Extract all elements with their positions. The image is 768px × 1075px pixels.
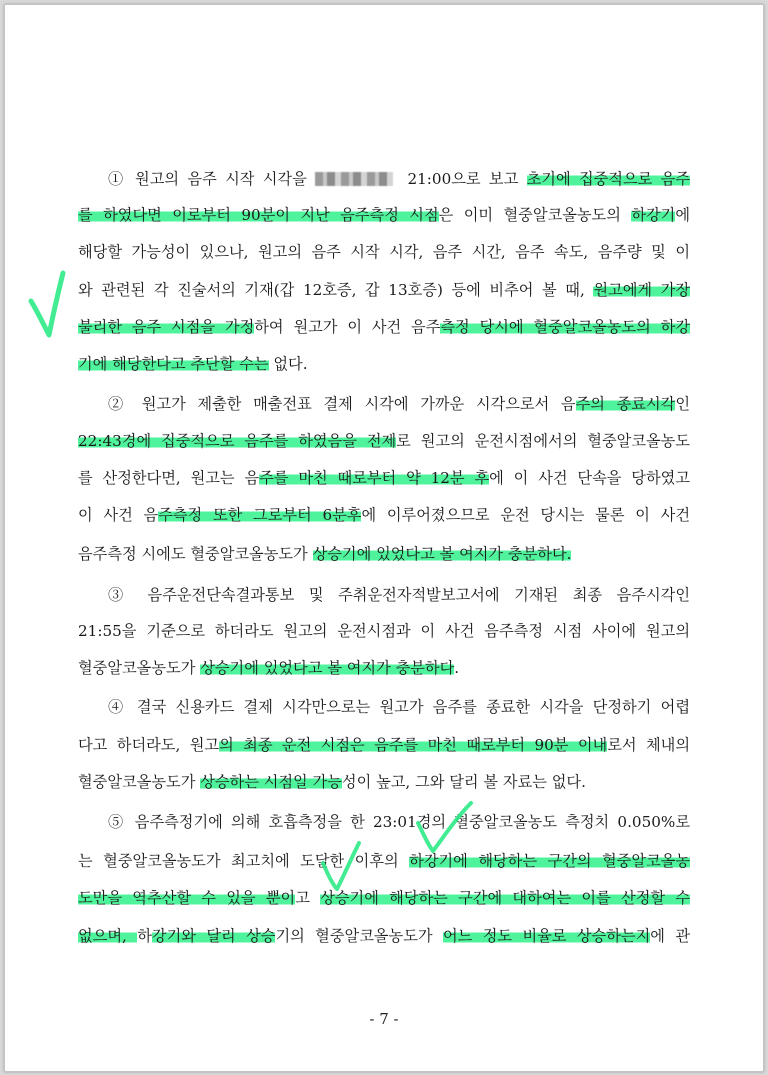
text-segment: 로 원고의 운전시점에서의 혈중알코올농도 <box>396 432 690 450</box>
text-segment: 혈중알코올농도가 <box>78 773 201 791</box>
text-line <box>78 924 690 948</box>
highlighted-text: 22:43경에 집중적으로 음주를 하였음을 전제 <box>78 432 397 450</box>
text-line <box>78 315 690 339</box>
highlighted-text: 강기와 달리 상승 <box>151 927 276 945</box>
text-line <box>78 240 690 264</box>
text-line <box>78 619 690 643</box>
text-segment: 에 이루어졌으므로 운전 당시는 물론 이 사건 <box>361 506 691 524</box>
text-segment: 에 이 사건 단속을 당하였고 <box>489 469 690 487</box>
text-segment: 와 관련된 각 진술서의 기재(갑 12호증, 갑 13호증) 등에 비추어 볼 때, <box>78 281 594 299</box>
text-line <box>108 167 690 191</box>
text-segment: 는 혈중알코올농도가 최고치에 도달한 이후의 <box>78 852 410 870</box>
text-segment: 를 산정한다면, 원고는 음 <box>78 469 260 487</box>
highlighted-text: 하강기에 해당하는 구간의 혈중알코올농 <box>409 852 690 870</box>
highlighted-text: 주의 종료시각 <box>575 395 676 413</box>
highlighted-text: 하강기 <box>631 206 676 224</box>
text-segment: 기의 혈중알코올농도가 <box>275 927 443 945</box>
highlighted-text: 상승기에 있었다고 볼 여지가 충분하다 <box>200 659 455 677</box>
highlighted-text: 상승하는 시점일 가능 <box>200 773 342 791</box>
text-segment: 다고 하더라도, 원고 <box>78 736 220 754</box>
text-segment: 에 <box>675 206 690 224</box>
text-segment: 혈중알코올농도가 <box>78 659 201 677</box>
text-line <box>78 770 690 794</box>
text-segment: 은 이미 혈중알코올농도의 <box>438 206 632 224</box>
highlighted-text: 측정 당시에 혈중알코올농도의 하강 <box>440 318 690 336</box>
text-segment: 성이 높고, 그와 달리 볼 자료는 없다. <box>341 773 586 791</box>
text-line <box>78 429 690 453</box>
highlighted-text: 원고에게 가장 <box>593 281 690 299</box>
text-line <box>108 810 690 834</box>
text-segment: 로서 체내의 <box>607 736 691 754</box>
highlighted-text: 초기에 집중적으로 음주 <box>526 170 691 188</box>
redacted-text <box>315 172 393 186</box>
highlighted-text: 어느 정도 비율로 상승하는지 <box>442 927 651 945</box>
text-segment: 하 <box>137 927 152 945</box>
check-mark-icon <box>31 273 63 335</box>
annotation-marks <box>5 5 763 1071</box>
text-line <box>108 583 690 607</box>
text-line <box>78 503 690 527</box>
text-segment: 21:55을 기준으로 하더라도 원고의 운전시점과 이 사건 음주측정 시점 사이에 원고의 <box>78 622 690 640</box>
text-segment: ① 원고의 음주 시작 시각을 <box>108 170 316 188</box>
text-line <box>78 886 690 910</box>
text-segment: ② 원고가 제출한 매출전표 결제 시각에 가까운 시각으로서 음 <box>108 395 576 413</box>
page-number: - 7 - <box>369 1010 399 1028</box>
text-segment: 21:00으로 보고 <box>399 170 527 188</box>
highlighted-text: 상승기에 해당하는 구간에 대하여는 이를 산정할 수 <box>320 889 691 907</box>
text-line <box>78 203 690 227</box>
text-segment: 인 <box>675 395 690 413</box>
text-line <box>78 733 690 757</box>
highlighted-text: 없으며, <box>78 927 138 945</box>
text-segment: ③ 음주운전단속결과통보 및 주취운전자적발보고서에 기재된 최종 음주시각인 <box>108 586 690 604</box>
text-line <box>78 352 690 376</box>
text-segment: 에 관 <box>650 927 690 945</box>
text-line <box>78 849 690 873</box>
highlighted-text: 주를 마친 때로부터 약 12분 후 <box>259 469 490 487</box>
text-segment: 하여 원고가 이 사건 음주 <box>254 318 441 336</box>
text-segment: ⑤ 음주측정기에 의해 호흡측정을 한 23:01경의 혈중알코올농도 측정치 0.050%로 <box>108 813 690 831</box>
text-segment: 고 <box>295 889 321 907</box>
highlighted-text: 를 하였다면 이로부터 90분이 지난 음주측정 시점 <box>78 206 439 224</box>
text-segment: 이 사건 음 <box>78 506 159 524</box>
document-page <box>4 4 764 1072</box>
text-line <box>78 656 690 680</box>
text-line <box>78 466 690 490</box>
highlighted-text: 의 최종 운전 시점은 음주를 마친 때로부터 90분 이내 <box>219 736 608 754</box>
text-segment: 해당할 가능성이 있으나, 원고의 음주 시작 시각, 음주 시간, 음주 속도, 음주량 및 이 <box>78 243 690 261</box>
text-segment: ④ 결국 신용카드 결제 시각만으로는 원고가 음주를 종료한 시각을 단정하기 어렵 <box>108 698 690 716</box>
text-segment: 없다. <box>268 355 308 373</box>
highlighted-text: 불리한 음주 시점을 가정 <box>78 318 255 336</box>
highlighted-text: 상승기에 있었다고 볼 여지가 충분하다. <box>312 545 572 563</box>
highlighted-text: 기에 해당한다고 추단할 수는 <box>78 355 269 373</box>
text-line <box>78 542 690 566</box>
text-line <box>108 392 690 416</box>
text-line <box>78 278 690 302</box>
text-segment: . <box>454 659 460 677</box>
highlighted-text: 도만을 역추산할 수 있을 뿐이 <box>78 889 296 907</box>
text-segment: 음주측정 시에도 혈중알코올농도가 <box>78 545 313 563</box>
highlighted-text: 주측정 또한 그로부터 6분후 <box>158 506 362 524</box>
text-line <box>108 695 690 719</box>
